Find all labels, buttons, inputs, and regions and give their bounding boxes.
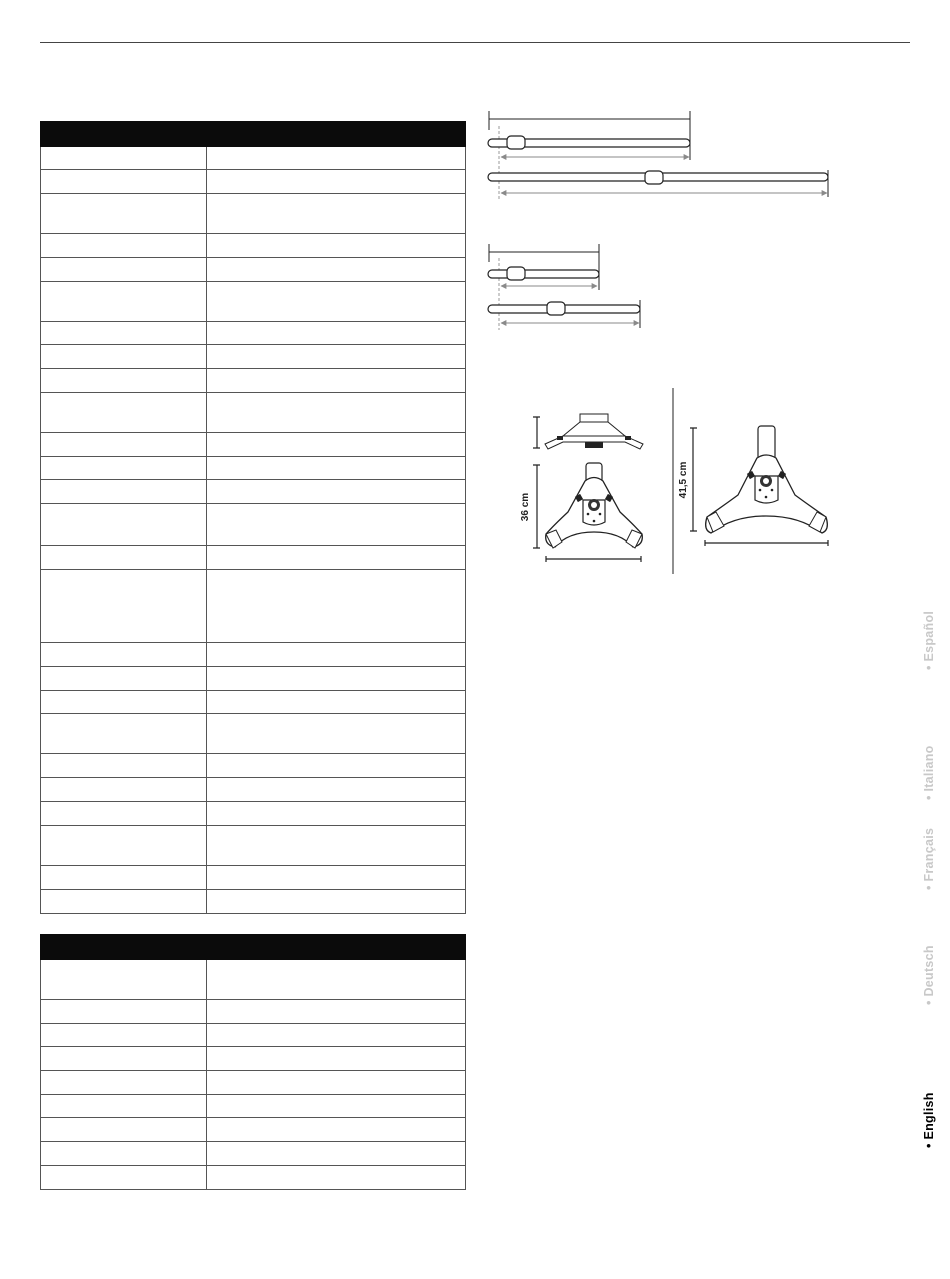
spec-value-cell (207, 960, 466, 1000)
spec-label-cell (41, 778, 207, 802)
spec-label-cell (41, 802, 207, 826)
dimension-bracket (489, 111, 690, 119)
pole-clamp (645, 171, 663, 184)
language-selector (922, 600, 950, 1160)
spec-label-cell (41, 393, 207, 433)
pole-clamp (507, 267, 525, 280)
spec-label-cell (41, 194, 207, 234)
language-tab[interactable]: • Italiano (922, 745, 936, 800)
spec-value-cell (207, 282, 466, 322)
spec-value-cell (207, 778, 466, 802)
table-header-row (41, 122, 466, 147)
table-row (41, 258, 466, 282)
language-tab[interactable]: • Français (922, 827, 936, 890)
table-row (41, 778, 466, 802)
table-row (41, 147, 466, 170)
table-row (41, 457, 466, 480)
spec-label-cell (41, 234, 207, 258)
spec-label-cell (41, 714, 207, 754)
spec-label-cell (41, 1118, 207, 1142)
pole-clamp (507, 136, 525, 149)
spec-value-cell (207, 504, 466, 546)
spec-label-cell (41, 546, 207, 570)
table-header-cell (41, 122, 207, 147)
spec-label-cell (41, 345, 207, 369)
spec-value-cell (207, 667, 466, 691)
spec-value-cell (207, 754, 466, 778)
pole-clamp (547, 302, 565, 315)
table-header-row (41, 935, 466, 960)
table-row (41, 802, 466, 826)
spec-label-cell (41, 960, 207, 1000)
table-header-cell (41, 935, 207, 960)
table-header-cell (207, 122, 466, 147)
table-row (41, 691, 466, 714)
spec-value-cell (207, 234, 466, 258)
table-row (41, 754, 466, 778)
spec-value-cell (207, 1024, 466, 1047)
spec-value-cell (207, 1118, 466, 1142)
table-row (41, 1166, 466, 1190)
table-row (41, 1118, 466, 1142)
spec-label-cell (41, 890, 207, 914)
spec-value-cell (207, 457, 466, 480)
table-row (41, 194, 466, 234)
table-row (41, 546, 466, 570)
table-row (41, 826, 466, 866)
spec-label-cell (41, 1095, 207, 1118)
spec-value-cell (207, 369, 466, 393)
base-top-view-small (520, 463, 642, 562)
spec-value-cell (207, 1047, 466, 1071)
spec-value-cell (207, 480, 466, 504)
table-row (41, 282, 466, 322)
spec-value-cell (207, 322, 466, 345)
dimension-bracket (546, 556, 641, 562)
spec-value-cell (207, 1142, 466, 1166)
spec-label-cell (41, 1000, 207, 1024)
spec-value-cell (207, 546, 466, 570)
top-rule (40, 42, 910, 43)
spec-value-cell (207, 170, 466, 194)
table-row (41, 570, 466, 643)
spec-label-cell (41, 457, 207, 480)
spec-table-1 (40, 121, 466, 914)
spec-label-cell (41, 754, 207, 778)
spec-label-cell (41, 643, 207, 667)
spec-value-cell (207, 802, 466, 826)
base-height-label: 41,5 cm (678, 461, 689, 499)
dimension-bracket (690, 428, 697, 531)
spec-label-cell (41, 866, 207, 890)
dimension-bracket (533, 465, 540, 548)
spec-label-cell (41, 691, 207, 714)
language-tab[interactable]: • Español (922, 610, 936, 670)
spec-label-cell (41, 369, 207, 393)
table-row (41, 1142, 466, 1166)
table-row (41, 714, 466, 754)
table-row (41, 170, 466, 194)
spec-value-cell (207, 890, 466, 914)
table-row (41, 322, 466, 345)
base-side-view (533, 414, 643, 449)
table-row (41, 234, 466, 258)
spec-label-cell (41, 1142, 207, 1166)
spec-value-cell (207, 691, 466, 714)
spec-label-cell (41, 480, 207, 504)
spec-label-cell (41, 1024, 207, 1047)
table-header-cell (207, 935, 466, 960)
table-row (41, 667, 466, 691)
spec-value-cell (207, 345, 466, 369)
table-row (41, 369, 466, 393)
spec-label-cell (41, 1047, 207, 1071)
spec-table-2 (40, 934, 466, 1190)
spec-label-cell (41, 282, 207, 322)
spec-value-cell (207, 433, 466, 457)
spec-label-cell (41, 667, 207, 691)
table-row (41, 393, 466, 433)
language-tab[interactable]: • Deutsch (922, 945, 936, 1005)
spec-label-cell (41, 170, 207, 194)
spec-value-cell (207, 714, 466, 754)
spec-label-cell (41, 826, 207, 866)
pole-diagram-short (488, 244, 640, 330)
table-row (41, 960, 466, 1000)
spec-value-cell (207, 1000, 466, 1024)
spec-label-cell (41, 147, 207, 170)
spec-label-cell (41, 322, 207, 345)
spec-value-cell (207, 866, 466, 890)
table-row (41, 1071, 466, 1095)
table-row (41, 890, 466, 914)
pole-collapsed (488, 270, 599, 278)
table-row (41, 1024, 466, 1047)
spec-value-cell (207, 826, 466, 866)
spec-value-cell (207, 258, 466, 282)
table-row (41, 433, 466, 457)
spec-label-cell (41, 570, 207, 643)
product-dimension-diagram (470, 100, 850, 580)
spec-value-cell (207, 570, 466, 643)
table-row (41, 1000, 466, 1024)
table-row (41, 1047, 466, 1071)
spec-value-cell (207, 147, 466, 170)
spec-value-cell (207, 194, 466, 234)
base-top-view-large (678, 426, 828, 546)
spec-value-cell (207, 1071, 466, 1095)
language-tab[interactable]: • English (922, 1092, 936, 1148)
base-depth-label: 36 cm (520, 492, 531, 522)
table-row (41, 866, 466, 890)
spec-value-cell (207, 643, 466, 667)
table-row (41, 480, 466, 504)
spec-label-cell (41, 433, 207, 457)
spec-value-cell (207, 393, 466, 433)
spec-label-cell (41, 258, 207, 282)
spec-label-cell (41, 1166, 207, 1190)
table-row (41, 345, 466, 369)
table-row (41, 643, 466, 667)
spec-label-cell (41, 504, 207, 546)
table-row (41, 504, 466, 546)
table-row (41, 1095, 466, 1118)
dimension-bracket (489, 244, 599, 252)
spec-label-cell (41, 1071, 207, 1095)
pole-diagram-long (488, 111, 828, 200)
spec-value-cell (207, 1095, 466, 1118)
spec-value-cell (207, 1166, 466, 1190)
dimension-bracket (705, 540, 828, 546)
